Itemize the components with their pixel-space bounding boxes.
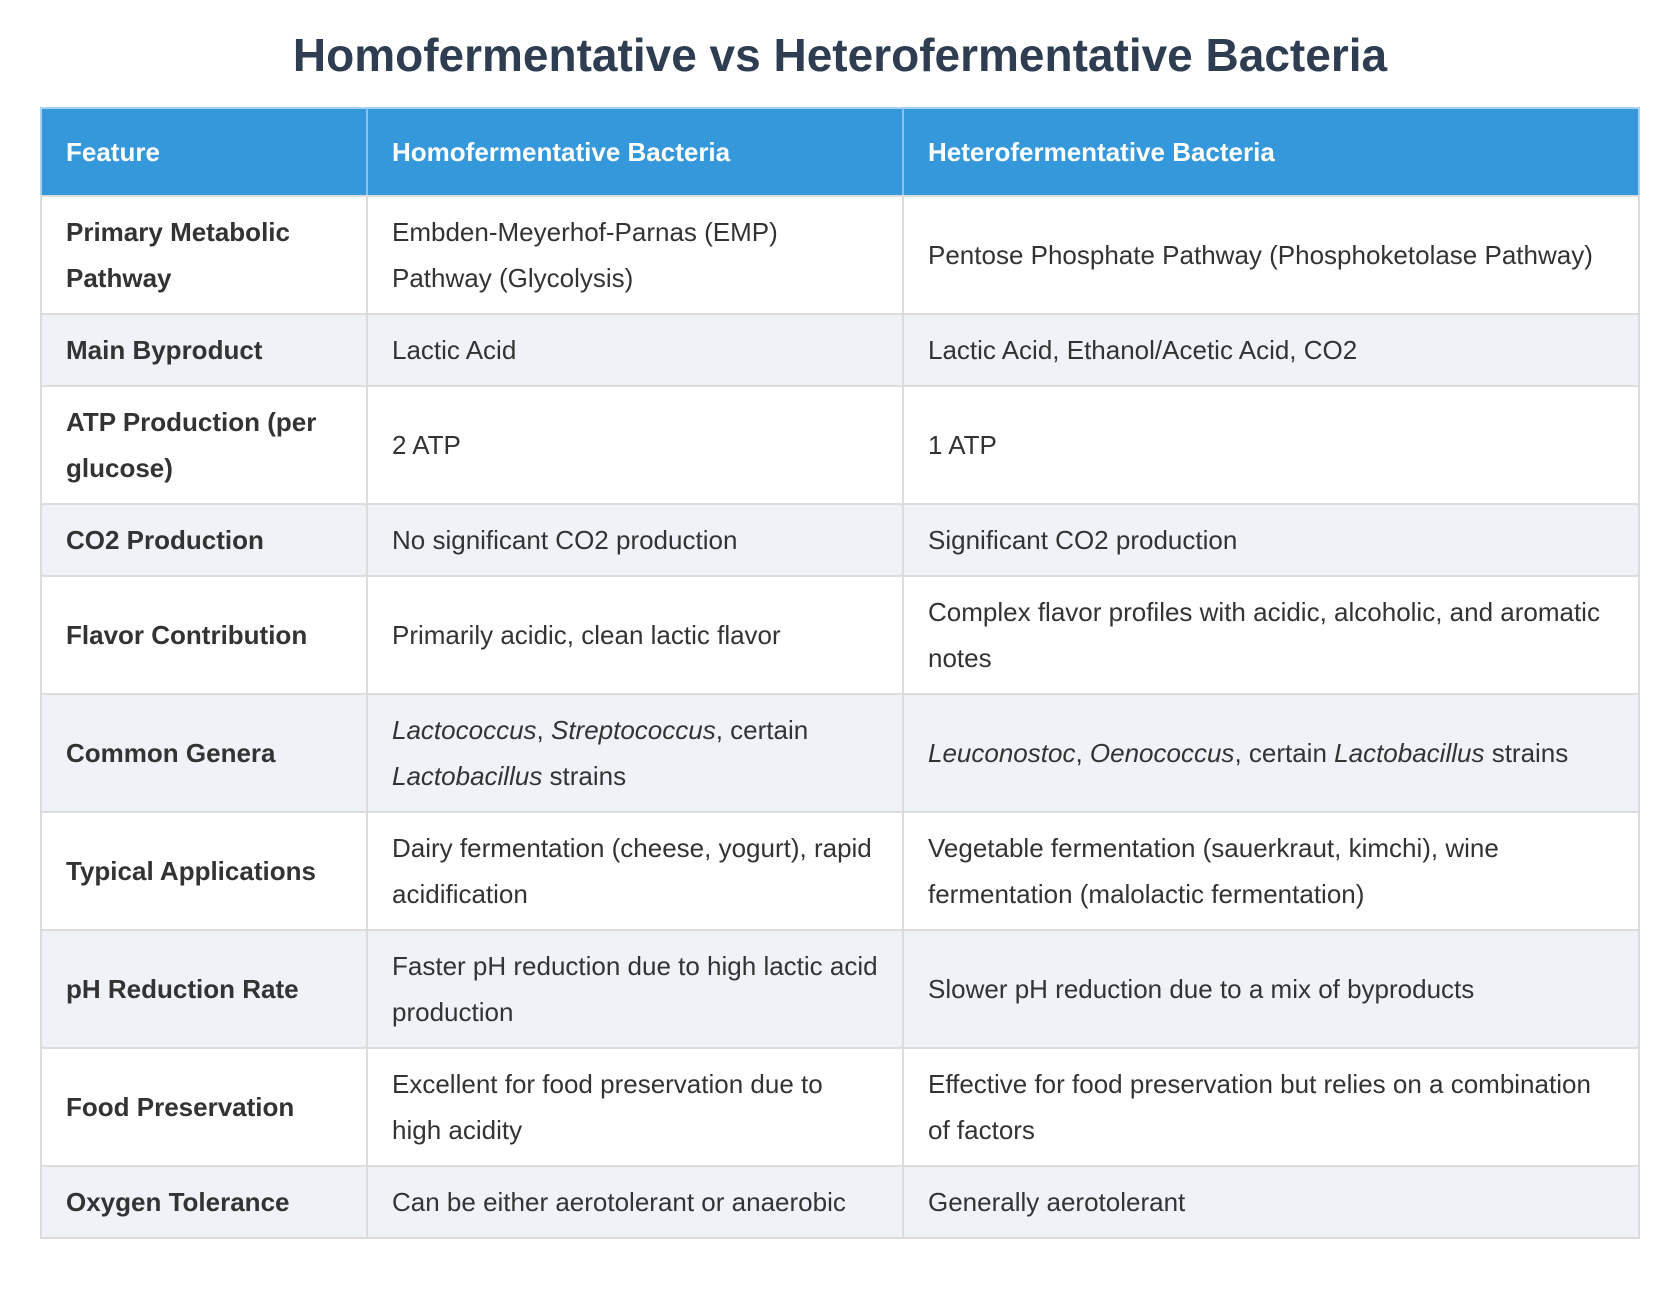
text-segment: , [1075, 738, 1090, 769]
feature-label: ATP Production (per glucose) [40, 385, 366, 503]
table-container [0, 107, 1680, 1239]
homo-value: Excellent for food preservation due to high acidity [366, 1047, 902, 1165]
text-segment: , certain [715, 715, 809, 746]
comparison-table [40, 107, 1640, 1239]
table-row-flavor-contribution [40, 575, 1640, 693]
feature-label: Typical Applications [40, 811, 366, 929]
genus-name: Oenococcus [1089, 738, 1235, 769]
page [0, 28, 1680, 1300]
table-row-food-preservation [40, 1047, 1640, 1165]
page-title: Homofermentative vs Heterofermentative Bacteria [292, 29, 1388, 81]
text-segment: strains [1484, 738, 1569, 769]
homo-value: Lactic Acid [366, 313, 902, 385]
homo-value [366, 693, 902, 811]
feature-label: Common Genera [40, 693, 366, 811]
hetero-value: Generally aerotolerant [902, 1165, 1640, 1239]
table-row-primary-metabolic-pathway [40, 195, 1640, 313]
genus-name: Lactococcus [392, 715, 537, 746]
column-header-feature: Feature [40, 107, 366, 195]
homo-value: Primarily acidic, clean lactic flavor [366, 575, 902, 693]
text-segment: strains [542, 761, 627, 792]
feature-label: Main Byproduct [40, 313, 366, 385]
genus-name: Lactobacillus [392, 761, 543, 792]
column-header-heterofermentative: Heterofermentative Bacteria [902, 107, 1640, 195]
genus-name: Leuconostoc [928, 738, 1076, 769]
hetero-value: Slower pH reduction due to a mix of byproducts [902, 929, 1640, 1047]
table-row-oxygen-tolerance [40, 1165, 1640, 1239]
homo-value: Can be either aerotolerant or anaerobic [366, 1165, 902, 1239]
hetero-value: Lactic Acid, Ethanol/Acetic Acid, CO2 [902, 313, 1640, 385]
text-segment: , certain [1234, 738, 1335, 769]
table-row-co2-production [40, 503, 1640, 575]
table-row-main-byproduct [40, 313, 1640, 385]
header-row [40, 107, 1640, 195]
feature-label: Primary Metabolic Pathway [40, 195, 366, 313]
homo-value: No significant CO2 production [366, 503, 902, 575]
hetero-value: 1 ATP [902, 385, 1640, 503]
table-row-typical-applications [40, 811, 1640, 929]
hetero-value: Significant CO2 production [902, 503, 1640, 575]
homo-value: Faster pH reduction due to high lactic acid production [366, 929, 902, 1047]
homo-value: Embden-Meyerhof-Parnas (EMP) Pathway (Glycolysis) [366, 195, 902, 313]
homo-value: Dairy fermentation (cheese, yogurt), rapid acidification [366, 811, 902, 929]
hetero-value: Complex flavor profiles with acidic, alcoholic, and aromatic notes [902, 575, 1640, 693]
text-segment: , [536, 715, 551, 746]
homo-value: 2 ATP [366, 385, 902, 503]
table-row-ph-reduction-rate [40, 929, 1640, 1047]
table-header [40, 107, 1640, 195]
feature-label: Flavor Contribution [40, 575, 366, 693]
table-row-common-genera [40, 693, 1640, 811]
feature-label: pH Reduction Rate [40, 929, 366, 1047]
hetero-value: Vegetable fermentation (sauerkraut, kimchi), wine fermentation (malolactic fermentation) [902, 811, 1640, 929]
hetero-value: Effective for food preservation but relies on a combination of factors [902, 1047, 1640, 1165]
table-body [40, 195, 1640, 1239]
feature-label: Food Preservation [40, 1047, 366, 1165]
genus-name: Lactobacillus [1334, 738, 1485, 769]
column-header-homofermentative: Homofermentative Bacteria [366, 107, 902, 195]
genus-name: Streptococcus [550, 715, 716, 746]
hetero-value: Pentose Phosphate Pathway (Phosphoketolase Pathway) [902, 195, 1640, 313]
feature-label: Oxygen Tolerance [40, 1165, 366, 1239]
hetero-value [902, 693, 1640, 811]
table-row-atp-production [40, 385, 1640, 503]
feature-label: CO2 Production [40, 503, 366, 575]
